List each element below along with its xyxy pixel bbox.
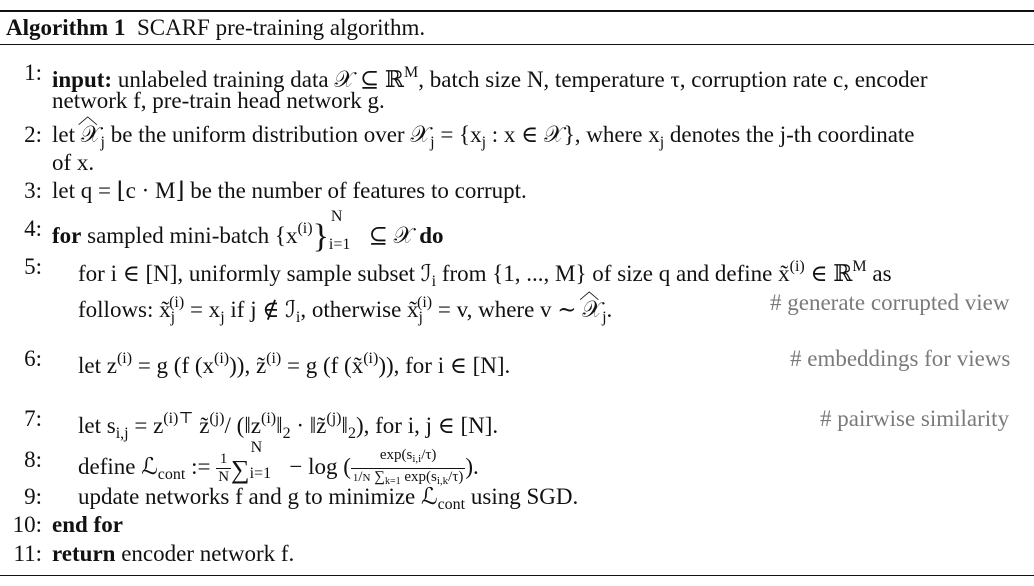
loss-fraction: $\frac{\exp(s_{i,i}/\tau)}{1/N \sum_{k=1} \exp(s_{i,k}/\tau)}$ xyxy=(352,447,464,487)
line-5: for i ∈ [N], uniformly sample subset ℐ$_i$ from {1, ..., M} of size q and define x̃$^{(i)}$ ∈ ℝ$^M$ as xyxy=(78,258,892,290)
line-number-8: 8: xyxy=(24,447,42,472)
line-3: let q = ⌊c · M⌋ be the number of features to corrupt. xyxy=(52,178,527,203)
line-10 xyxy=(52,512,123,538)
line-2-continuation: of x. xyxy=(52,150,95,175)
hat-x-j-2: ︿ 𝒳 xyxy=(582,297,602,323)
line-number-4: 4: xyxy=(24,216,42,241)
hat-x-j: ︿ 𝒳 xyxy=(81,122,101,148)
line-8: define ℒ$_{cont}$ := $\frac{1}{N}$ ∑ N i=1 − log ( $\frac{\exp(s_{i,i}/\tau)}{1/N \sum_{k=1} \exp(s_{i,k}/\tau)}$ ). xyxy=(78,447,479,490)
algorithm-caption xyxy=(6,15,425,41)
line-number-5: 5: xyxy=(24,254,42,279)
line-4: for sampled mini-batch $\{x^{(i)}\}$ N i=1 ⊆ 𝒳 do xyxy=(52,208,444,255)
line-number-7: 7: xyxy=(24,406,42,431)
line-number-3: 3: xyxy=(24,178,42,203)
end-for-keyword: end for xyxy=(52,512,123,537)
comment-pairwise: # pairwise similarity xyxy=(820,406,1010,431)
line-6: let $z^{(i)} = g$ (f $(x^{(i)})$), z̃$^{(i)}$ = g (f (x̃$^{(i)}$)), for i ∈ [N]. xyxy=(78,350,511,378)
algorithm-title-rest: pre-training algorithm. xyxy=(209,15,426,40)
algorithm-label: Algorithm 1 xyxy=(6,15,126,40)
line-5-continuation: follows: $x̃_j^{(i)} = x_j$ if j ∉ ℐ$_i$, otherwise $x̃_j^{(i)} = v$, where v ∼ ︿ 𝒳$_j$. xyxy=(78,290,612,331)
comment-embeddings: # embeddings for views xyxy=(790,346,1011,371)
line-number-11: 11: xyxy=(13,541,42,566)
line-7: let $s_{i,j} = z^{(i)⊤}$ z̃$^{(j)}$/ ($‖z^{(i)}‖_2$ · $‖z̃^{(j)}‖_2$), for i, j ∈ [N]. xyxy=(78,410,499,442)
return-keyword: return xyxy=(52,541,116,566)
line-2: let ︿ 𝒳$_j$ be the uniform distribution over 𝒳$_j$ = {$x_j$ : x ∈ 𝒳}, where $x_j$ denotes the j-th coordinate xyxy=(52,122,915,156)
algorithm-name: SCARF xyxy=(136,15,210,40)
top-rule xyxy=(0,10,1034,12)
line-11: return encoder network f. xyxy=(52,541,295,566)
line-number-10: 10: xyxy=(12,512,42,537)
line-1-continuation: network f, pre-train head network g. xyxy=(52,88,385,113)
do-keyword: do xyxy=(419,223,444,248)
bottom-rule xyxy=(0,575,1034,576)
input-keyword: input: xyxy=(52,67,113,92)
comment-corrupted-view: # generate corrupted view xyxy=(770,290,1010,315)
caption-rule xyxy=(0,44,1034,45)
line-1: input: unlabeled training data 𝒳 ⊆ ℝ$^M$, batch size N, temperature τ, corruption rate c, encoder xyxy=(52,64,928,92)
line-number-2: 2: xyxy=(24,122,42,147)
line-9: update networks f and g to minimize ℒ$_{cont}$ using SGD. xyxy=(78,484,579,513)
line-number-6: 6: xyxy=(24,346,42,371)
one-over-n: $\frac{1}{N}$ xyxy=(218,451,230,485)
line-number-9: 9: xyxy=(24,484,42,509)
line-number-1: 1: xyxy=(24,60,42,85)
for-keyword: for xyxy=(52,223,82,248)
